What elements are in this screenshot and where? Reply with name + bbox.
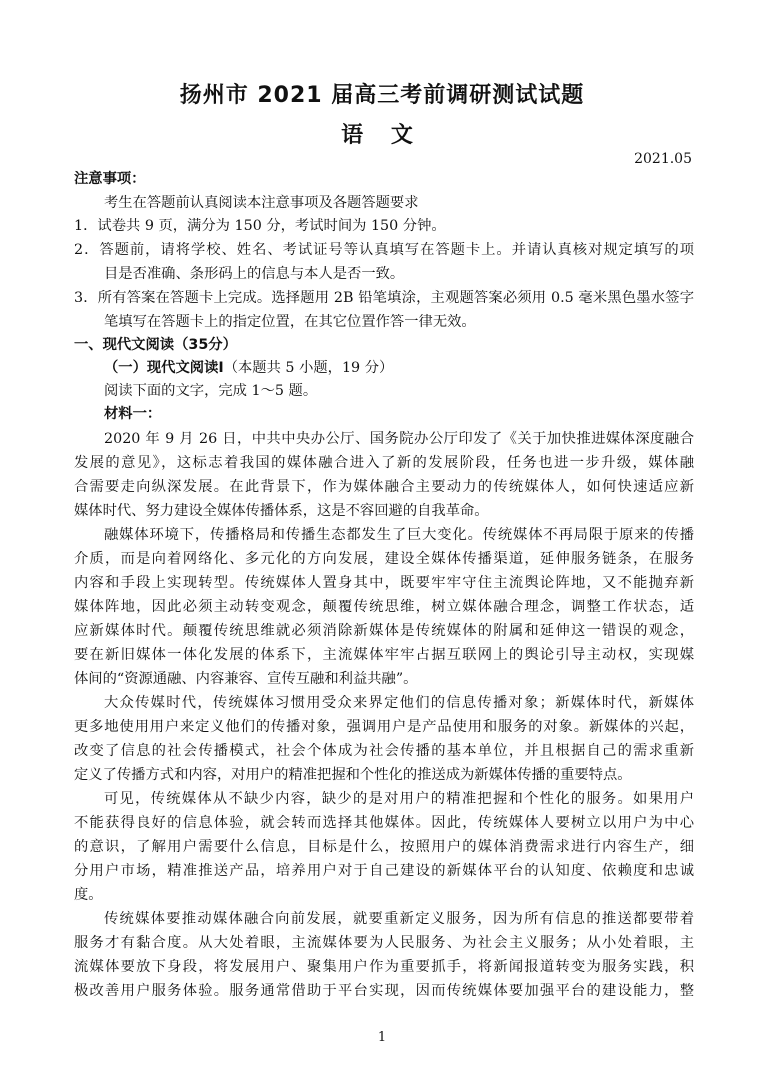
subject-title: 语 文 [341,123,423,148]
page-number: 1 [377,1030,387,1045]
body-line: 更多地使用用户来定义他们的传播对象，强调用户是产品使用和服务的对象。新媒体的兴起， [74,719,694,735]
body-line: 发展的意见》，这标志着我国的媒体融合进入了新的发展阶段，任务也进一步升级，媒体融 [74,455,694,471]
body-line: 大众传媒时代，传统媒体习惯用受众来界定他们的信息传播对象；新媒体时代，新媒体 [104,695,694,711]
body-line: 传统媒体要推动媒体融合向前发展，就要重新定义服务，因为所有信息的推送都要带着 [104,911,694,927]
body-line: 介质，而是向着网络化、多元化的方向发展，建设全媒体传播渠道，延伸服务链条，在服务 [74,551,694,567]
reading-instruction: 阅读下面的文字，完成 1～5 题。 [104,383,318,399]
body-line: 可见，传统媒体从不缺少内容，缺少的是对用户的精准把握和个性化的服务。如果用户 [104,791,694,807]
body-line: 的意识，了解用户需要什么信息，目标是什么，按照用户的媒体消费需求进行内容生产，细 [74,839,694,855]
notice-item-2: 2．答题前，请将学校、姓名、考试证号等认真填写在答题卡上。并请认真核对规定填写的项 [74,242,694,258]
body-line: 体间的“资源通融、内容兼容、宣传互融和利益共融”。 [74,671,418,687]
section-heading: 一、现代文阅读（35分） [74,337,237,353]
body-line: 服务才有黏合度。从大处着眼，主流媒体要为人民服务、为社会主义服务；从小处着眼，主 [74,935,694,951]
body-line: 定义了传播方式和内容，对用户的精准把握和个性化的推送成为新媒体传播的重要特点。 [74,767,632,783]
notice-intro: 考生在答题前认真阅读本注意事项及各题答题要求 [104,195,419,211]
sub-section-title: （一）现代文阅读Ⅰ [104,360,224,376]
body-line: 度。 [74,887,103,903]
notice-item-1: 1．试卷共 9 页，满分为 150 分，考试时间为 150 分钟。 [74,218,446,234]
material-label: 材料一： [104,406,162,422]
body-line: 应新媒体时代。颠覆传统思维就必须消除新媒体是传统媒体的附属和延伸这一错误的观念， [74,623,694,639]
exam-date: 2021.05 [634,151,692,167]
sub-section-heading [104,358,724,378]
body-line: 不能获得良好的信息体验，就会转而选择其他媒体。因此，传统媒体人要树立以用户为中心 [74,815,694,831]
body-line: 流媒体要放下身段，将发展用户、聚集用户作为重要抓手，将新闻报道转变为服务实践，积 [74,959,694,975]
body-line: 改变了信息的社会传播模式，社会个体成为社会传播的基本单位，并且根据自己的需求重新 [74,743,694,759]
notice-item-3-cont: 笔填写在答题卡上的指定位置，在其它位置作答一律无效。 [104,314,476,330]
body-line: 分用户市场，精准推送产品，培养用户对于自己建设的新媒体平台的认知度、依赖度和忠诚 [74,863,694,879]
body-line: 2020 年 9 月 26 日，中共中央办公厅、国务院办公厅印发了《关于加快推进媒体深度融合 [104,431,694,447]
body-line: 媒体时代、努力建设全媒体传播体系，这是不容回避的自我革命。 [74,503,489,519]
exam-title: 扬州市 2021 届高三考前调研测试试题 [179,83,585,108]
notice-item-2-cont: 目是否准确、条形码上的信息与本人是否一致。 [104,266,405,282]
notice-item-3: 3．所有答案在答题卡上完成。选择题用 2B 铅笔填涂，主观题答案必须用 0.5 毫米黑色墨水签字 [74,290,694,306]
body-line: 极改善用户服务体验。服务通常借助于平台实现，因而传统媒体要加强平台的建设能力，整 [74,983,694,999]
body-line: 合需要走向纵深发展。在此背景下，作为媒体融合主要动力的传统媒体人，如何快速适应新 [74,479,694,495]
sub-section-note: （本题共 5 小题，19 分） [223,360,394,376]
body-line: 内容和手段上实现转型。传统媒体人置身其中，既要牢牢守住主流舆论阵地，又不能抛弃新 [74,575,694,591]
body-line: 融媒体环境下，传播格局和传播生态都发生了巨大变化。传统媒体不再局限于原来的传播 [104,527,694,543]
body-line: 媒体阵地，因此必须主动转变观念，颠覆传统思维，树立媒体融合理念，调整工作状态，适 [74,599,694,615]
notice-heading: 注意事项： [74,171,146,187]
body-line: 要在新旧媒体一体化发展的体系下，主流媒体牢牢占据互联网上的舆论引导主动权，实现媒 [74,647,694,663]
